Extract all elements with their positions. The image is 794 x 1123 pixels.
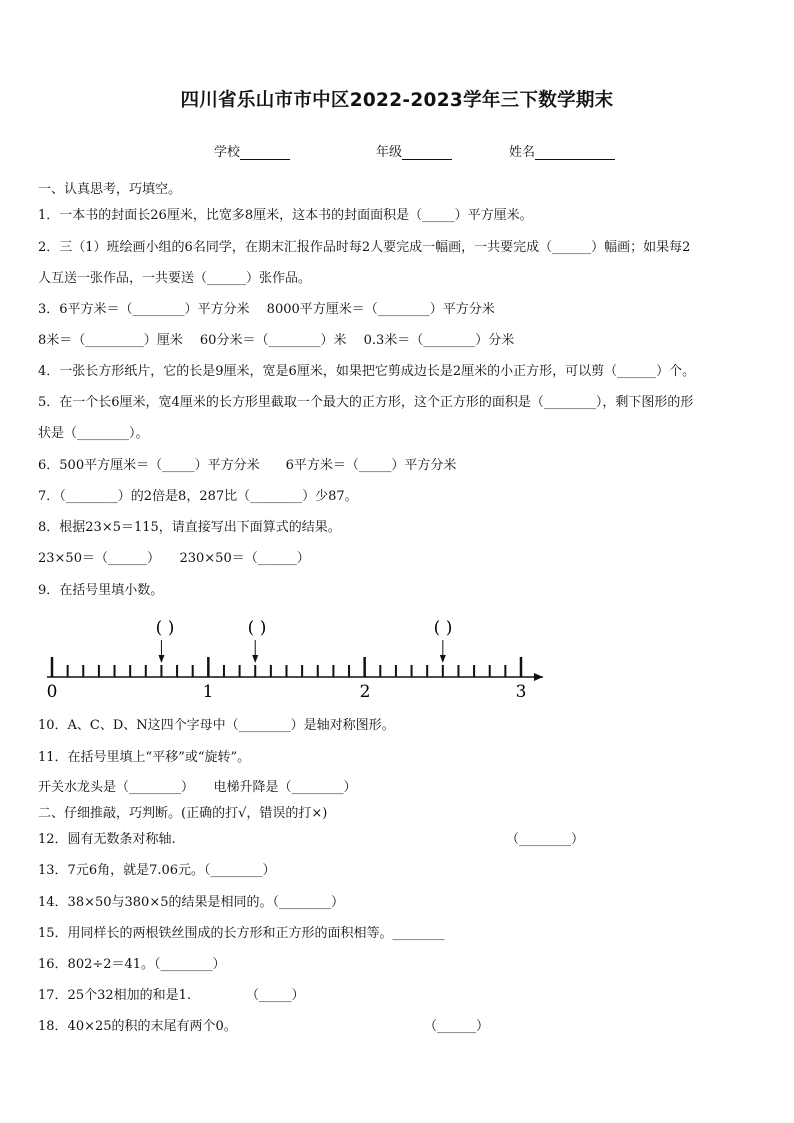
question-3-line-1: 3．6平方米＝（________）平方分米 8000平方厘米＝（________）平方分米 [38, 302, 495, 317]
bracket-2: ( ) [247, 618, 267, 638]
question-12: 12．圆有无数条对称轴. [38, 832, 176, 847]
question-11-line-1: 11．在括号里填上“平移”或“旋转”。 [38, 750, 251, 765]
question-12-answer-blank[interactable]: （________） [506, 832, 585, 847]
question-2-line-1: 2．三（1）班绘画小组的6名同学，在期末汇报作品时每2人要完成一幅画，一共要完成（______）幅画；如果每2 [38, 240, 691, 255]
question-9: 9．在括号里填小数。 [38, 583, 164, 598]
pointer-arrowhead-3 [440, 655, 446, 663]
school-label: 学校 [214, 145, 241, 160]
question-10: 10．A、C、D、N这四个字母中（________）是轴对称图形。 [38, 718, 395, 733]
question-14: 14．38×50与380×5的结果是相同的。（________） [38, 895, 344, 910]
page-title: 四川省乐山市市中区2022-2023学年三下数学期末 [180, 90, 614, 111]
number-line-label-1: 1 [202, 682, 214, 702]
name-label: 姓名 [509, 145, 536, 160]
number-line-label-2: 2 [359, 682, 371, 702]
number-line-label-0: 0 [46, 682, 58, 702]
section-heading-fill-in: 一、认真思考，巧填空。 [38, 182, 182, 197]
pointer-arrowhead-1 [158, 655, 164, 663]
bracket-1: ( ) [155, 618, 175, 638]
question-8-line-2: 23×50＝（______） 230×50＝（______） [38, 551, 310, 566]
question-3-line-2: 8米＝（_________）厘米 60分米＝（________）米 0.3米＝（________）分米 [38, 333, 515, 348]
question-18-answer-blank[interactable]: （______） [424, 1019, 490, 1034]
question-7: 7．（________）的2倍是8，287比（________）少87。 [38, 489, 358, 504]
section-heading-judge: 二、仔细推敲，巧判断。(正确的打√，错误的打×) [38, 806, 328, 821]
question-2-line-2: 人互送一张作品，一共要送（______）张作品。 [38, 271, 312, 286]
axis-arrowhead [534, 673, 543, 681]
number-line-ticks [52, 657, 521, 677]
number-line-label-3: 3 [515, 682, 527, 702]
question-11-line-2: 开关水龙头是（________） 电梯升降是（________） [38, 780, 357, 795]
bracket-3: ( ) [433, 618, 453, 638]
pointer-arrows [158, 640, 445, 663]
question-17-answer-blank[interactable]: （_____） [246, 988, 305, 1003]
question-4: 4．一张长方形纸片，它的长是9厘米，宽是6厘米，如果把它剪成边长是2厘米的小正方形，可以剪（______）个。 [38, 364, 696, 379]
question-1: 1．一本书的封面长26厘米，比宽多8厘米，这本书的封面面积是（_____）平方厘米。 [38, 208, 533, 223]
question-5-line-1: 5．在一个长6厘米，宽4厘米的长方形里截取一个最大的正方形，这个正方形的面积是（________），剩下图形的形 [38, 395, 694, 410]
pointer-arrowhead-2 [252, 655, 258, 663]
grade-label: 年级 [376, 145, 403, 160]
question-5-line-2: 状是（________）。 [38, 426, 149, 441]
question-16: 16．802÷2＝41。（________） [38, 957, 226, 972]
question-8-line-1: 8．根据23×5＝115，请直接写出下面算式的结果。 [38, 520, 341, 535]
question-18: 18．40×25的积的末尾有两个0。 [38, 1019, 237, 1034]
question-17: 17．25个32相加的和是1. [38, 988, 192, 1003]
question-13: 13．7元6角，就是7.06元。（________） [38, 863, 276, 878]
question-15: 15．用同样长的两根铁丝围成的长方形和正方形的面积相等。________ [38, 926, 445, 941]
question-6: 6．500平方厘米＝（_____）平方分米 6平方米＝（_____）平方分米 [38, 458, 457, 473]
